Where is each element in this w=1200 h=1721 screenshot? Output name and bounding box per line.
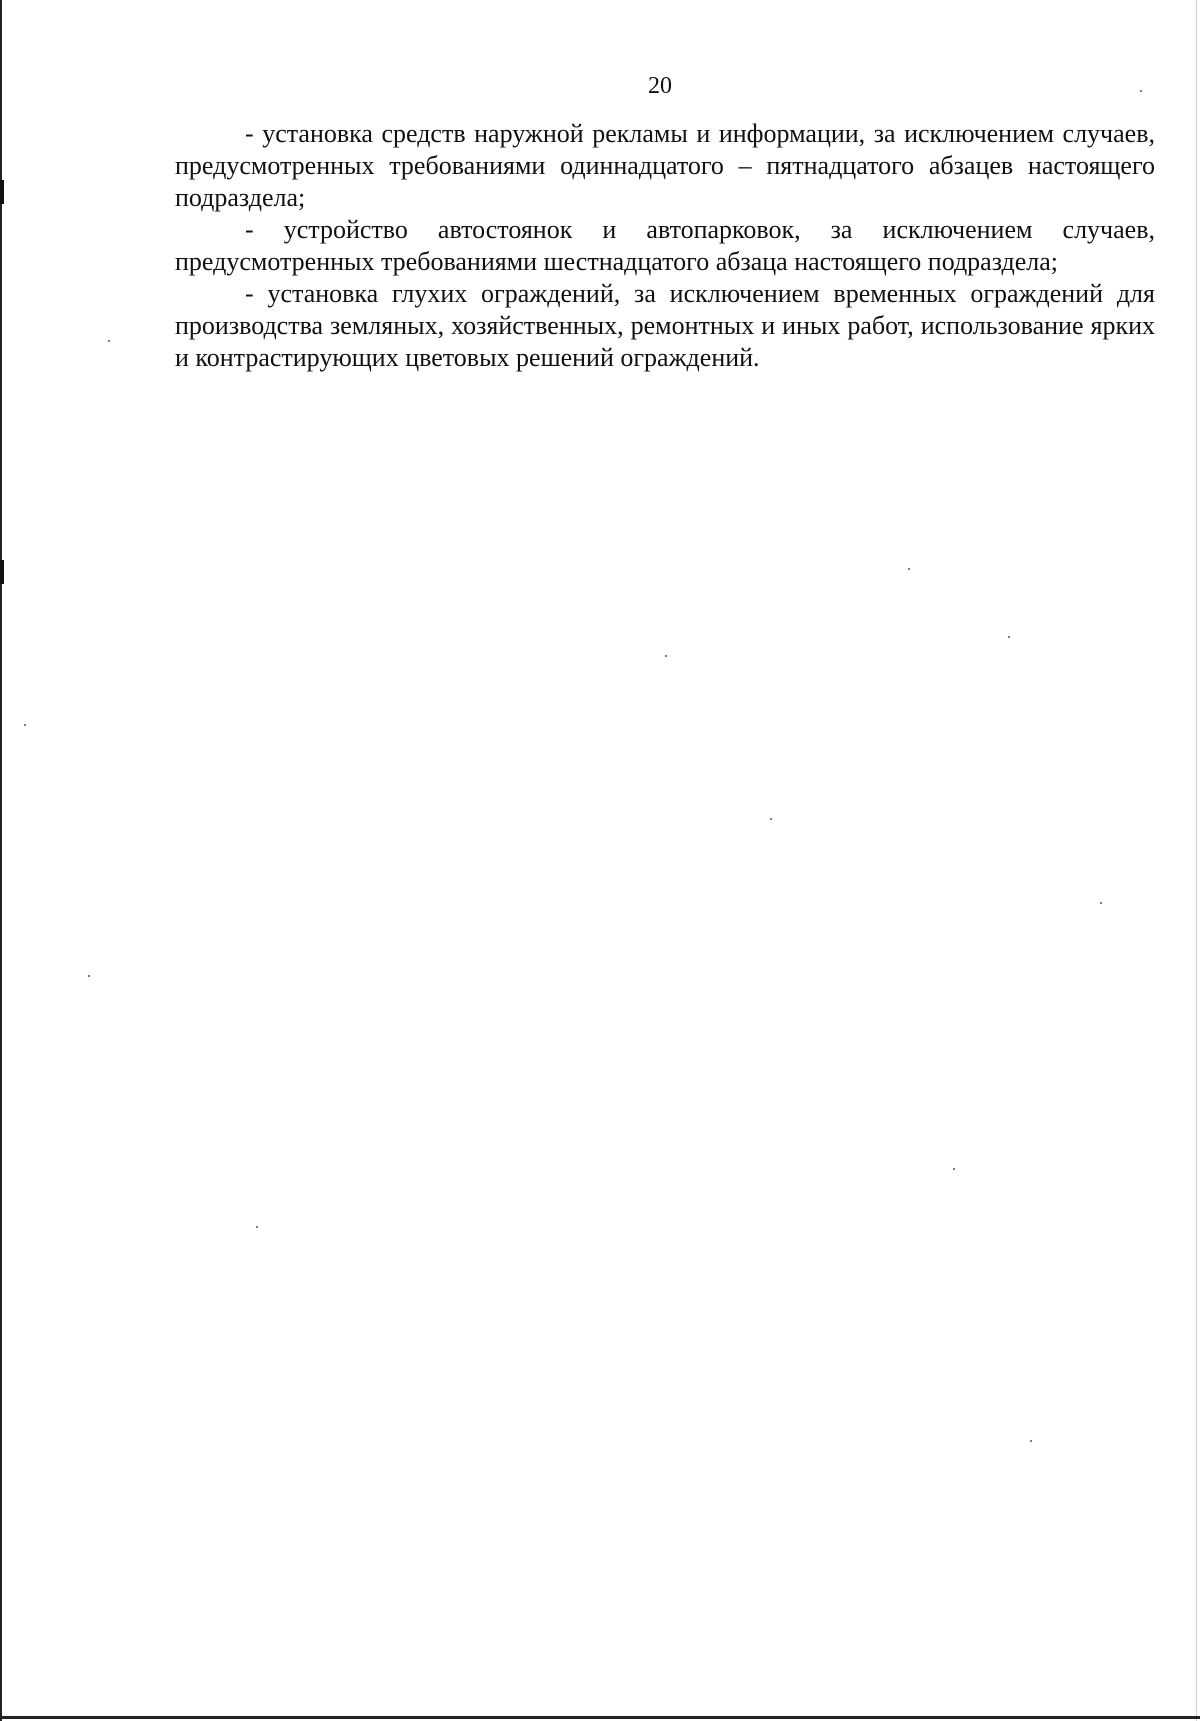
scan-speck [88,975,90,977]
scan-edge-mark [0,180,4,204]
paragraph: - устройство автостоянок и автопарковок, за исключением случаев, предусмотренных требованиями шестнадцатого абзаца настоящего подраздела; [175,215,1155,276]
scan-speck [1100,902,1102,904]
paragraph: - установка глухих ограждений, за исключением временных ограждений для производства земляных, хозяйственных, ремонтных и иных работ, использование ярких и контрастирующих цветовых решений ограждений. [175,279,1155,372]
scan-edge-left [0,0,2,1721]
scan-speck [665,655,667,657]
paragraph: - установка средств наружной рекламы и информации, за исключением случаев, предусмотренных требованиями одиннадцатого – пятнадцатого абзацев настоящего подраздела; [175,119,1155,212]
body-text [175,118,1155,374]
scan-speck [908,568,910,570]
scan-speck [108,340,110,342]
scan-speck [24,724,26,726]
scan-edge-mark [0,560,4,584]
scan-edge-right [1196,0,1197,1721]
scan-speck [953,1168,955,1170]
scan-speck [256,1226,258,1228]
page-number: 20 [648,73,672,99]
scan-speck [770,818,772,820]
scan-speck [1008,636,1010,638]
scan-edge-bottom [0,1716,1200,1719]
scan-speck [1030,1440,1032,1442]
